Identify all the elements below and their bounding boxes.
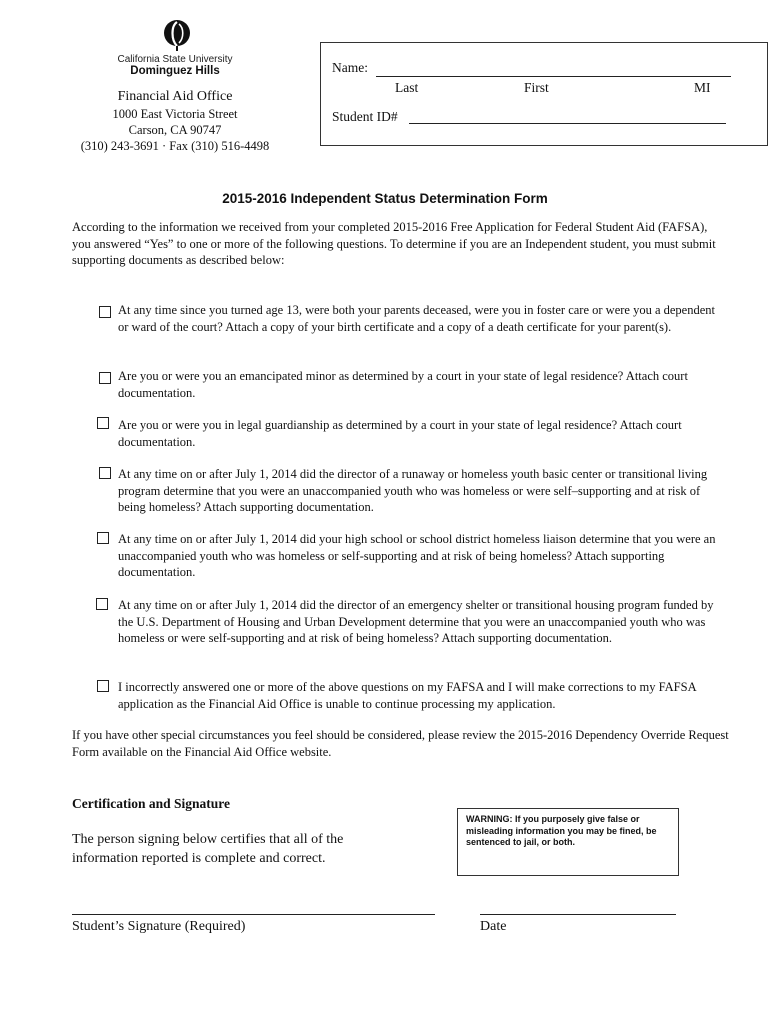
certification-text: The person signing below certifies that all of the information reported is complete and correct. — [72, 832, 344, 866]
question-4-text: At any time on or after July 1, 2014 did the director of a runaway or homeless youth basic center or transitional living program determine that you were an unaccompanied youth who was homeless or were self–supporting and at risk of being homeless? Attach supporting documentation. — [118, 467, 708, 514]
question-5-text: At any time on or after July 1, 2014 did your high school or school district homeless liaison determine that you were an unaccompanied youth who was homeless or self-supporting and at risk of being homeless? Attach supporting documentation. — [118, 532, 716, 579]
special-circumstances-paragraph: If you have other special circumstances you feel should be considered, please review the 2015-2016 Dependency Override Request Form available on the Financial Aid Office website. — [72, 728, 729, 759]
question-1-checkbox[interactable] — [99, 306, 111, 318]
date-label: Date — [480, 919, 507, 934]
intro-paragraph: According to the information we received from your completed 2015-2016 Free Application for Federal Student Aid (FAFSA), you answered “Yes” to one or more of the following questions. To determine if you are an Independent student, you must submit supporting documents as described below: — [72, 220, 716, 267]
university-logo-icon — [162, 18, 192, 52]
question-6-text: At any time on or after July 1, 2014 did the director of an emergency shelter or transitional housing program funded by the U.S. Department of Housing and Urban Development determine that you were an unaccompanied youth who was homeless or were self-supporting and at risk of being homeless? Attach supporting documentation. — [118, 598, 714, 645]
signature-label: Student’s Signature (Required) — [72, 919, 246, 934]
phone-fax: (310) 243-3691 · Fax (310) 516-4498 — [80, 139, 270, 153]
university-name-line1: California State University — [117, 54, 233, 65]
address-city: Carson, CA 90747 — [128, 123, 222, 137]
question-2-text: Are you or were you an emancipated minor as determined by a court in your state of legal residence? Attach court documentation. — [118, 369, 688, 400]
certification-heading: Certification and Signature — [72, 796, 230, 811]
name-label: Name: — [332, 60, 368, 75]
middle-initial-label: MI — [694, 80, 711, 95]
address-street: 1000 East Victoria Street — [112, 107, 238, 121]
question-1-text: At any time since you turned age 13, were both your parents deceased, were you in foster care or were you a dependent or ward of the court? Attach a copy of your birth certificate and a copy of a death certificate for your parent(s). — [118, 303, 715, 334]
student-id-label: Student ID# — [332, 109, 398, 124]
question-3-text: Are you or were you in legal guardianship as determined by a court in your state of legal residence? Attach court documentation. — [118, 418, 682, 449]
question-5-checkbox[interactable] — [97, 532, 109, 544]
question-4-checkbox[interactable] — [99, 467, 111, 479]
form-title: 2015-2016 Independent Status Determination Form — [222, 191, 548, 206]
warning-box: WARNING: If you purposely give false or misleading information you may be fined, be sentenced to jail, or both. — [457, 808, 679, 876]
date-line[interactable] — [480, 914, 676, 915]
student-info-box — [320, 42, 768, 146]
question-7-checkbox[interactable] — [97, 680, 109, 692]
student-id-input-line[interactable] — [409, 123, 726, 124]
first-name-label: First — [524, 80, 549, 95]
signature-line[interactable] — [72, 914, 435, 915]
question-3-checkbox[interactable] — [97, 417, 109, 429]
name-input-line[interactable] — [376, 76, 731, 77]
question-6-checkbox[interactable] — [96, 598, 108, 610]
question-7-text: I incorrectly answered one or more of the above questions on my FAFSA and I will make corrections to my FAFSA application as the Financial Aid Office is unable to continue processing my application. — [118, 680, 696, 711]
question-2-checkbox[interactable] — [99, 372, 111, 384]
university-name-line2: Dominguez Hills — [130, 65, 220, 77]
office-name: Financial Aid Office — [117, 89, 233, 104]
last-name-label: Last — [395, 80, 419, 95]
